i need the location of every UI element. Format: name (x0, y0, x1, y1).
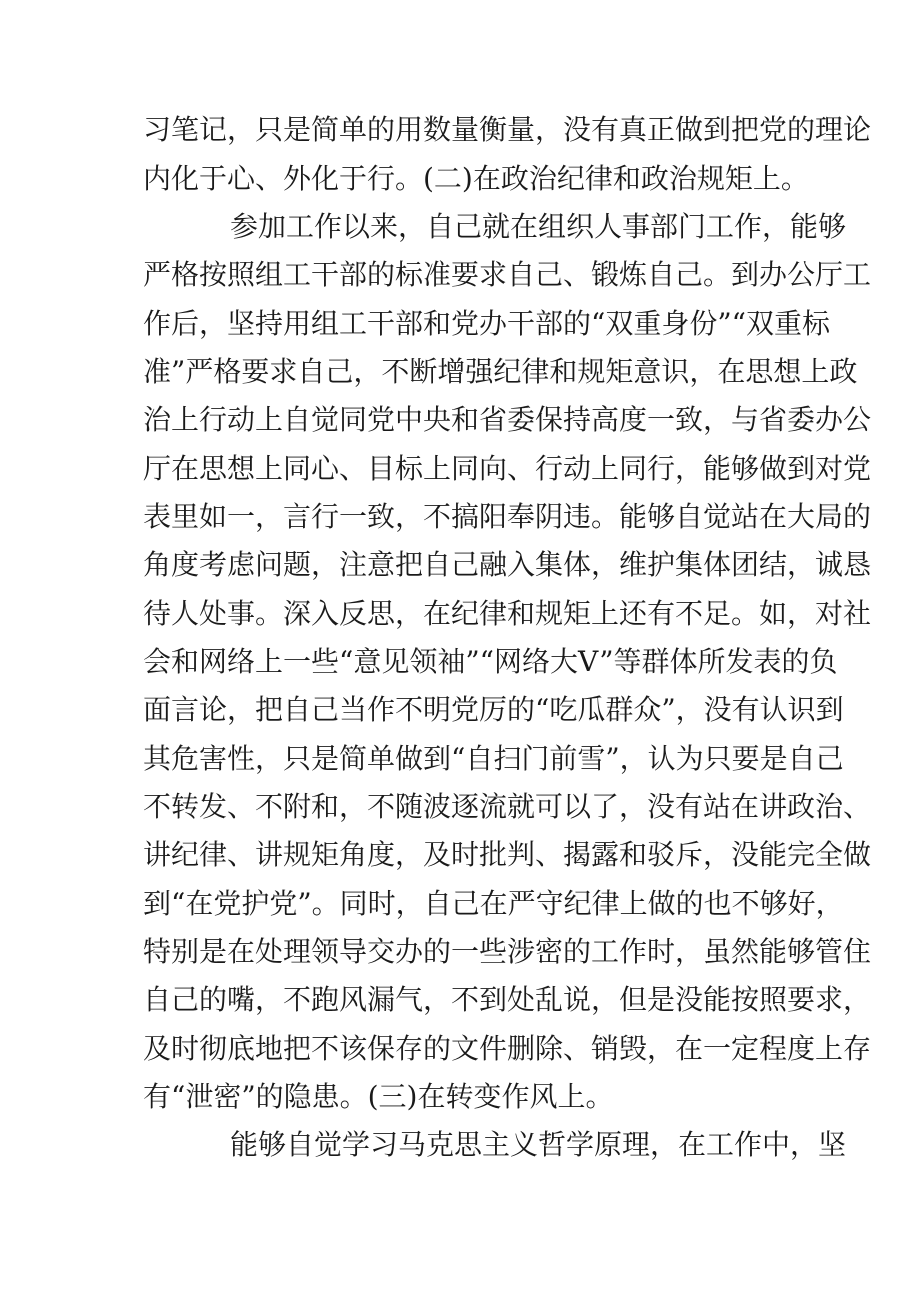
text-line: 作后，坚持用组工干部和党办干部的“双重身份”“双重标 (143, 307, 830, 340)
text-line: 不转发、不附和，不随波逐流就可以了，没有站在讲政治、 (143, 790, 872, 823)
text-line: 准”严格要求自己，不断增强纪律和规矩意识，在思想上政 (143, 355, 858, 388)
text-line: 治上行动上自觉同党中央和省委保持高度一致，与省委办公 (143, 403, 872, 436)
paragraph-first-line: 能够自觉学习马克思主义哲学原理，在工作中，坚 (230, 1128, 847, 1161)
text-line: 有“泄密”的隐患。(三)在转变作风上。 (143, 1080, 614, 1113)
paragraph-first-line: 参加工作以来，自己就在组织人事部门工作，能够 (230, 210, 847, 243)
text-line: 及时彻底地把不该保存的文件删除、销毁，在一定程度上存 (143, 1032, 872, 1065)
text-line: 角度考虑问题，注意把自己融入集体，维护集体团结，诚恳 (143, 548, 872, 581)
text-line: 厅在思想上同心、目标上同向、行动上同行，能够做到对党 (143, 452, 872, 485)
text-line: 待人处事。深入反思，在纪律和规矩上还有不足。如，对社 (143, 597, 872, 630)
text-line: 会和网络上一些“意见领袖”“网络大V”等群体所发表的负 (143, 645, 838, 678)
text-line: 习笔记，只是简单的用数量衡量，没有真正做到把党的理论 (143, 113, 872, 146)
text-line: 自己的嘴，不跑风漏气，不到处乱说，但是没能按照要求， (143, 983, 872, 1016)
text-line: 到“在党护党”。同时，自己在严守纪律上做的也不够好， (143, 887, 844, 920)
text-line: 严格按照组工干部的标准要求自己、锻炼自己。到办公厅工 (143, 258, 872, 291)
text-line: 内化于心、外化于行。(二)在政治纪律和政治规矩上。 (143, 162, 809, 195)
text-line: 面言论，把自己当作不明党厉的“吃瓜群众”，没有认识到 (143, 693, 844, 726)
text-line: 其危害性，只是简单做到“自扫门前雪”，认为只要是自己 (143, 742, 844, 775)
text-line: 特别是在处理领导交办的一些涉密的工作时，虽然能够管住 (143, 935, 872, 968)
text-line: 表里如一，言行一致，不搞阳奉阴违。能够自觉站在大局的 (143, 500, 872, 533)
text-line: 讲纪律、讲规矩角度，及时批判、揭露和驳斥，没能完全做 (143, 838, 872, 871)
